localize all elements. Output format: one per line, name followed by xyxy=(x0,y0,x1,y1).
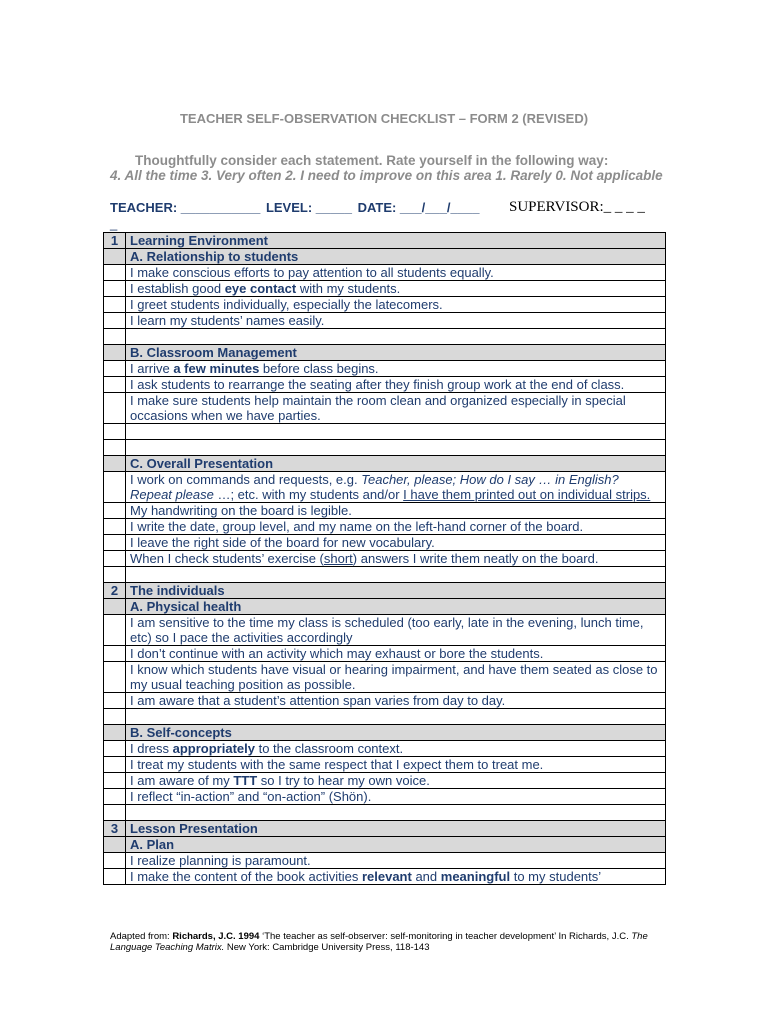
subsection-header-row xyxy=(104,249,666,265)
checklist-row xyxy=(104,757,666,773)
subsection-header-row xyxy=(104,456,666,472)
subsection-title: B. Classroom Management xyxy=(126,345,666,361)
checklist-row xyxy=(104,297,666,313)
checklist-item: I write the date, group level, and my name on the left-hand corner of the board. xyxy=(126,519,666,535)
checklist-row xyxy=(104,265,666,281)
checklist-item: I greet students individually, especially the latecomers. xyxy=(126,297,666,313)
checklist-row xyxy=(104,519,666,535)
checklist-row xyxy=(104,472,666,503)
blank-row xyxy=(104,805,666,821)
section-title: Learning Environment xyxy=(126,233,666,249)
checklist-row xyxy=(104,741,666,757)
checklist-row xyxy=(104,615,666,646)
supervisor-field[interactable]: SUPERVISOR:_ _ _ _ xyxy=(509,199,645,215)
page-title: TEACHER SELF-OBSERVATION CHECKLIST – FORM 2 (REVISED) xyxy=(179,111,589,126)
checklist-row xyxy=(104,869,666,885)
section-number: 1 xyxy=(104,233,126,249)
level-field[interactable]: LEVEL: _____ xyxy=(265,200,352,215)
blank-row xyxy=(104,440,666,456)
section-header-row xyxy=(104,583,666,599)
checklist-item: I leave the right side of the board for new vocabulary. xyxy=(126,535,666,551)
subsection-header-row xyxy=(104,599,666,615)
checklist-item: I am aware of my TTT so I try to hear my own voice. xyxy=(126,773,666,789)
blank-row xyxy=(104,709,666,725)
subsection-header-row xyxy=(104,725,666,741)
checklist-row xyxy=(104,693,666,709)
teacher-field[interactable]: TEACHER: ___________ xyxy=(110,200,261,215)
rating-scale: 4. All the time 3. Very often 2. I need to improve on this area 1. Rarely 0. Not applicable xyxy=(110,168,663,183)
checklist-row xyxy=(104,281,666,297)
checklist-item: I make the content of the book activities relevant and meaningful to my students’ xyxy=(126,869,666,885)
subsection-header-row xyxy=(104,345,666,361)
checklist-item: My handwriting on the board is legible. xyxy=(126,503,666,519)
checklist-row xyxy=(104,789,666,805)
checklist-item: I learn my students’ names easily. xyxy=(126,313,666,329)
checklist-item: I reflect “in-action” and “on-action” (Shön). xyxy=(126,789,666,805)
section-number: 3 xyxy=(104,821,126,837)
section-title: The individuals xyxy=(126,583,666,599)
checklist-table xyxy=(103,232,666,885)
subsection-header-row xyxy=(104,837,666,853)
subsection-title: A. Physical health xyxy=(126,599,666,615)
checklist-row xyxy=(104,551,666,567)
subsection-title: A. Plan xyxy=(126,837,666,853)
checklist-row xyxy=(104,646,666,662)
checklist-item: I am aware that a student’s attention span varies from day to day. xyxy=(126,693,666,709)
section-header-row xyxy=(104,233,666,249)
checklist-item: I am sensitive to the time my class is scheduled (too early, late in the evening, lunch time, etc) so I pace the activities accordingly xyxy=(126,615,666,646)
date-field[interactable]: DATE: ___/___/____ xyxy=(357,200,480,215)
checklist-item: I know which students have visual or hearing impairment, and have them seated as close to my usual teaching position as possible. xyxy=(126,662,666,693)
section-title: Lesson Presentation xyxy=(126,821,666,837)
stray-underscore: _ xyxy=(110,216,118,231)
checklist-row xyxy=(104,361,666,377)
checklist-item: I dress appropriately to the classroom context. xyxy=(126,741,666,757)
instruction-text: Thoughtfully consider each statement. Rate yourself in the following way: xyxy=(135,153,609,168)
checklist-item: I don’t continue with an activity which may exhaust or bore the students. xyxy=(126,646,666,662)
checklist-item: I make sure students help maintain the room clean and organized especially in special occasions when we have parties. xyxy=(126,393,666,424)
checklist-row xyxy=(104,773,666,789)
checklist-item: I arrive a few minutes before class begins. xyxy=(126,361,666,377)
blank-row xyxy=(104,329,666,345)
checklist-row xyxy=(104,535,666,551)
checklist-item: I make conscious efforts to pay attention to all students equally. xyxy=(126,265,666,281)
checklist-row xyxy=(104,853,666,869)
checklist-item: I realize planning is paramount. xyxy=(126,853,666,869)
citation-footer: Adapted from: Richards, J.C. 1994 ‘The teacher as self-observer: self-monitoring in teacher development’ In Richards, J.C. The Language Teaching Matrix. New York: Cambridge University Press, 118-143 xyxy=(110,931,648,953)
checklist-row xyxy=(104,393,666,424)
subsection-title: C. Overall Presentation xyxy=(126,456,666,472)
checklist-row xyxy=(104,503,666,519)
blank-row xyxy=(104,424,666,440)
section-header-row xyxy=(104,821,666,837)
section-number: 2 xyxy=(104,583,126,599)
subsection-title: B. Self-concepts xyxy=(126,725,666,741)
subsection-title: A. Relationship to students xyxy=(126,249,666,265)
checklist-item: I work on commands and requests, e.g. Teacher, please; How do I say … in English? Repeat please …; etc. with my students and/or I have them printed out on individual strips. xyxy=(126,472,666,503)
checklist-item: When I check students’ exercise (short) answers I write them neatly on the board. xyxy=(126,551,666,567)
checklist-item: I treat my students with the same respect that I expect them to treat me. xyxy=(126,757,666,773)
form-fields xyxy=(110,200,481,215)
checklist-item: I establish good eye contact with my students. xyxy=(126,281,666,297)
checklist-row xyxy=(104,313,666,329)
checklist-item: I ask students to rearrange the seating after they finish group work at the end of class. xyxy=(126,377,666,393)
checklist-row xyxy=(104,662,666,693)
checklist-row xyxy=(104,377,666,393)
blank-row xyxy=(104,567,666,583)
